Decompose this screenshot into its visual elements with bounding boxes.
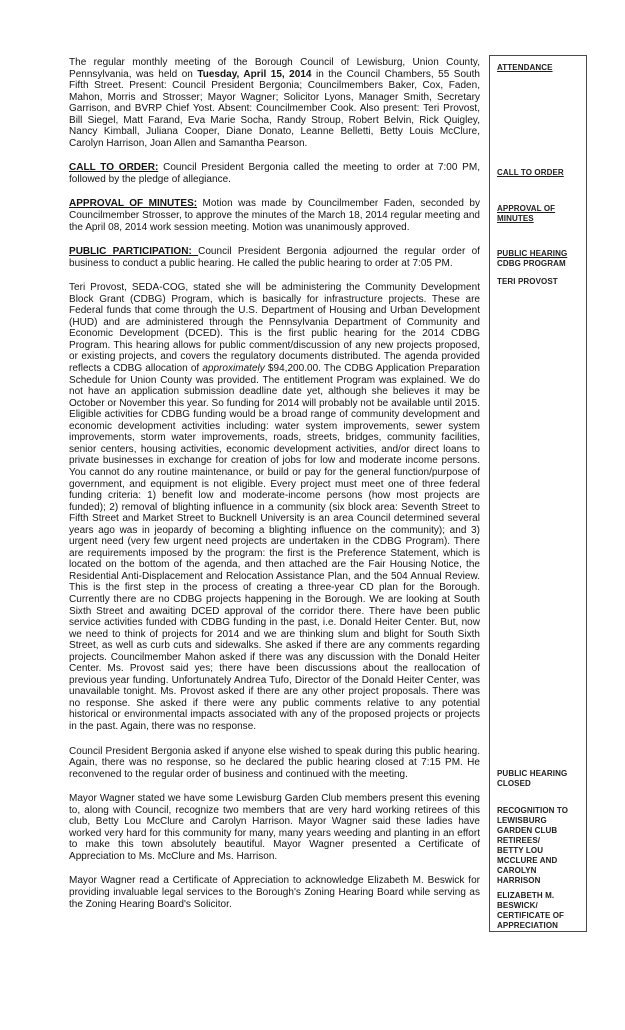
beswick-certificate-paragraph-run: Mayor Wagner read a Certificate of Appreciation to acknowledge Elizabeth M. Beswick for providing invaluable legal services to the Borough's Zoning Hearing Board while serving as the Zoning Hearing Board's Solicitor. <box>69 875 480 910</box>
margin-note-public-hearing-cdbg <box>497 249 583 269</box>
call-to-order-paragraph <box>69 162 480 185</box>
public-hearing-closed-paragraph-run: Council President Bergonia asked if anyone else wished to speak during this public hearing. Again, there was no response, so he declared the public hearing closed at 7:15 PM. He reconvened to the regular order of business and continued with the meeting. <box>69 745 480 780</box>
public-participation-paragraph-run: Council President Bergonia adjourned the regular order of business to conduct a public hearing. He called the public hearing to order at 7:05 PM. <box>69 246 480 269</box>
beswick-certificate-paragraph <box>69 875 480 910</box>
margin-note-approval-of-minutes-line: APPROVAL OF <box>497 204 556 213</box>
margin-note-garden-club-recognition-line: RETIREES/ <box>497 836 541 845</box>
margin-note-call-to-order <box>497 168 583 178</box>
approval-of-minutes-paragraph-run: Motion was made by Councilmember Faden, seconded by Councilmember Strosser, to approve the minutes of the March 18, 2014 regular meeting and the April 08, 2014 work session meeting. Motion was unanimously approved. <box>69 198 480 233</box>
margin-note-beswick-certificate-line: APPRECIATION <box>497 921 559 930</box>
call-to-order-paragraph-run: Council President Bergonia called the meeting to order at 7:00 PM, followed by the pledge of allegiance. <box>69 162 481 185</box>
public-participation-paragraph <box>69 246 480 269</box>
margin-note-public-hearing-closed <box>497 769 583 789</box>
attendance-paragraph-run: Tuesday, April 15, 2014 <box>197 68 312 80</box>
margin-note-beswick-certificate-line: BESWICK/ <box>497 901 538 910</box>
margin-note-garden-club-recognition-line: MCCLURE AND <box>497 856 558 865</box>
public-participation-paragraph-run: PUBLIC PARTICIPATION: <box>69 246 199 258</box>
garden-club-recognition-paragraph <box>69 793 480 862</box>
attendance-paragraph <box>69 57 480 149</box>
margin-note-approval-of-minutes <box>497 204 583 224</box>
approval-of-minutes-paragraph <box>69 198 480 233</box>
margin-note-beswick-certificate-line: CERTIFICATE OF <box>497 911 565 920</box>
margin-note-beswick-certificate-line: ELIZABETH M. <box>497 891 555 900</box>
cdbg-public-hearing-paragraph <box>69 282 480 732</box>
margin-note-beswick-certificate <box>497 891 583 931</box>
margin-note-garden-club-recognition-line: LEWISBURG <box>497 816 547 825</box>
margin-note-public-hearing-cdbg-line: CDBG PROGRAM <box>497 259 566 268</box>
attendance-paragraph-run: The regular monthly meeting of the Borough Council of Lewisburg, Union County, Pennsylvania, was held on <box>69 57 480 80</box>
cdbg-public-hearing-paragraph-run: Teri Provost, SEDA-COG, stated she will be administering the Community Development Block Grant (CDBG) Program, which is basically for infrastructure projects. These are Federal funds that come through the U.S. Department of Housing and Urban Development (HUD) and are administered through the Pennsylvania Department of Community and Economic Development (DCED). This is the first public hearing for the 2014 CDBG Program. This hearing allows for public comment/discussion of any new projects proposed, or existing projects, and covers the regulatory documents distributed. The agenda provided reflects a CDBG allocation of <box>69 282 480 375</box>
margin-note-public-hearing-closed-line: CLOSED <box>497 779 531 788</box>
margin-note-garden-club-recognition <box>497 806 583 886</box>
margin-note-attendance <box>497 63 583 73</box>
call-to-order-paragraph-run: CALL TO ORDER: <box>69 162 159 174</box>
margin-note-approval-of-minutes-line: MINUTES <box>497 214 534 223</box>
margin-note-garden-club-recognition-line: GARDEN CLUB <box>497 826 558 835</box>
margin-note-teri-provost <box>497 277 583 287</box>
public-hearing-closed-paragraph <box>69 746 480 781</box>
margin-note-garden-club-recognition-line: CAROLYN <box>497 866 537 875</box>
attendance-paragraph-run: in the Council Chambers, 55 South Fifth Street. Present: Council President Bergonia; Councilmembers Baker, Cox, Faden, Mahon, Morris and Strosser; Mayor Wagner; Solicitor Lyons, Manager Smith, Secretary Garrison, and BVRP Chief Yost. Absent: Councilmember Cook. Also present: Teri Provost, Bill Siegel, Matt Farand, Eva Marie Socha, Randy Stroup, Robert Belvin, Rick Quigley, Nancy Kimball, Juliana Cooper, Diane Donato, Leanne Belletti, Betty Louis McClure, Carolyn Harrison, Joan Allen and Samantha Pearson. <box>69 68 480 149</box>
margin-note-garden-club-recognition-line: HARRISON <box>497 876 541 885</box>
margin-note-call-to-order-line: CALL TO ORDER <box>497 168 564 177</box>
approval-of-minutes-paragraph-run: APPROVAL OF MINUTES: <box>69 198 198 210</box>
document-body <box>69 57 480 923</box>
garden-club-recognition-paragraph-run: Mayor Wagner stated we have some Lewisburg Garden Club members present this evening to, along with Council, recognize two members that are very hard working retirees of this club, Betty Lou McClure and Carolyn Harrison. Mayor Wagner said these ladies have worked very hard for this community for many, many years weeding and planting in an effort to make this town absolutely beautiful. Mayor Wagner presented a Certificate of Appreciation to Ms. McClure and Ms. Harrison. <box>69 793 480 862</box>
margin-note-garden-club-recognition-line: RECOGNITION TO <box>497 806 569 815</box>
margin-note-attendance-line: ATTENDANCE <box>497 63 553 72</box>
margin-note-public-hearing-cdbg-line: PUBLIC HEARING <box>497 249 568 258</box>
cdbg-public-hearing-paragraph-run: approximately <box>202 363 265 375</box>
cdbg-public-hearing-paragraph-run: $94,200.00. The CDBG Application Preparation Schedule for Union County was provided. The entitlement Program was explained. We do not have an application submission deadline date yet, although she believes it may be October or November this year. So funding for 2014 will probably not be available until 2015. Eligible activities for CDBG funding would be a broad range of community development and economic development activities including: water system improvements, sewer system improvements, storm water improvements, roads, streets, bridges, community facilities, senior centers, housing activities, economic development activities, and/or direct loans to private businesses in exchange for creation of jobs for low and moderate income persons. You cannot do any routine maintenance, or build or pay for the general function/purpose of government, and equipment is not eligible. Every project must meet one of three federal funding criteria: 1) benefit low and moderate-income persons (how most projects are funded); 2) removal of blighting influence in a community (six block area: Seventh Street to Fifth Street and Market Street to Bucknell University is an area Council determined several years ago was in jeopardy of becoming a blighting influence on the community); and 3) urgent need (very few urgent need projects are undertaken in the CDBG Program). There are requirements imposed by the program: the first is the Preference Statement, which is located on the bottom of the agenda, and then attached are the Fair Housing Notice, the Residential Anti-Displacement and Relocation Assistance Plan, and the 504 Annual Review. This is the first step in the process of creating a three-year CD plan for the Borough. Currently there are no CDBG projects happening in the Borough. We are looking at South Sixth Street and awaiting DCED approval of the corridor there. There have been public service activities funded with CDBG funding in the past, i.e. Donald Heiter Center. But, now we need to think of projects for 2014 and we are thinking slum and blight for South Sixth Street, as well as curb cuts and sidewalks. She asked if there are any comments regarding projects. Councilmember Mahon asked if there was any discussion with the Donald Heiter Center. Ms. Provost said yes; there have been discussions about the reallocation of previous year funding. Unfortunately Andrea Tufo, Director of the Donald Heiter Center, was unavailable tonight. Ms. Provost asked if there are any other project proposals. There was no response. She asked if there were any public comments relative to any potential historical or environmental impacts associated with any of the proposed projects or projects in the past. Again, there was no response. <box>69 363 480 732</box>
margin-note-public-hearing-closed-line: PUBLIC HEARING <box>497 769 568 778</box>
margin-notes-box <box>489 55 587 932</box>
margin-note-teri-provost-line: TERI PROVOST <box>497 277 558 286</box>
margin-note-garden-club-recognition-line: BETTY LOU <box>497 846 544 855</box>
